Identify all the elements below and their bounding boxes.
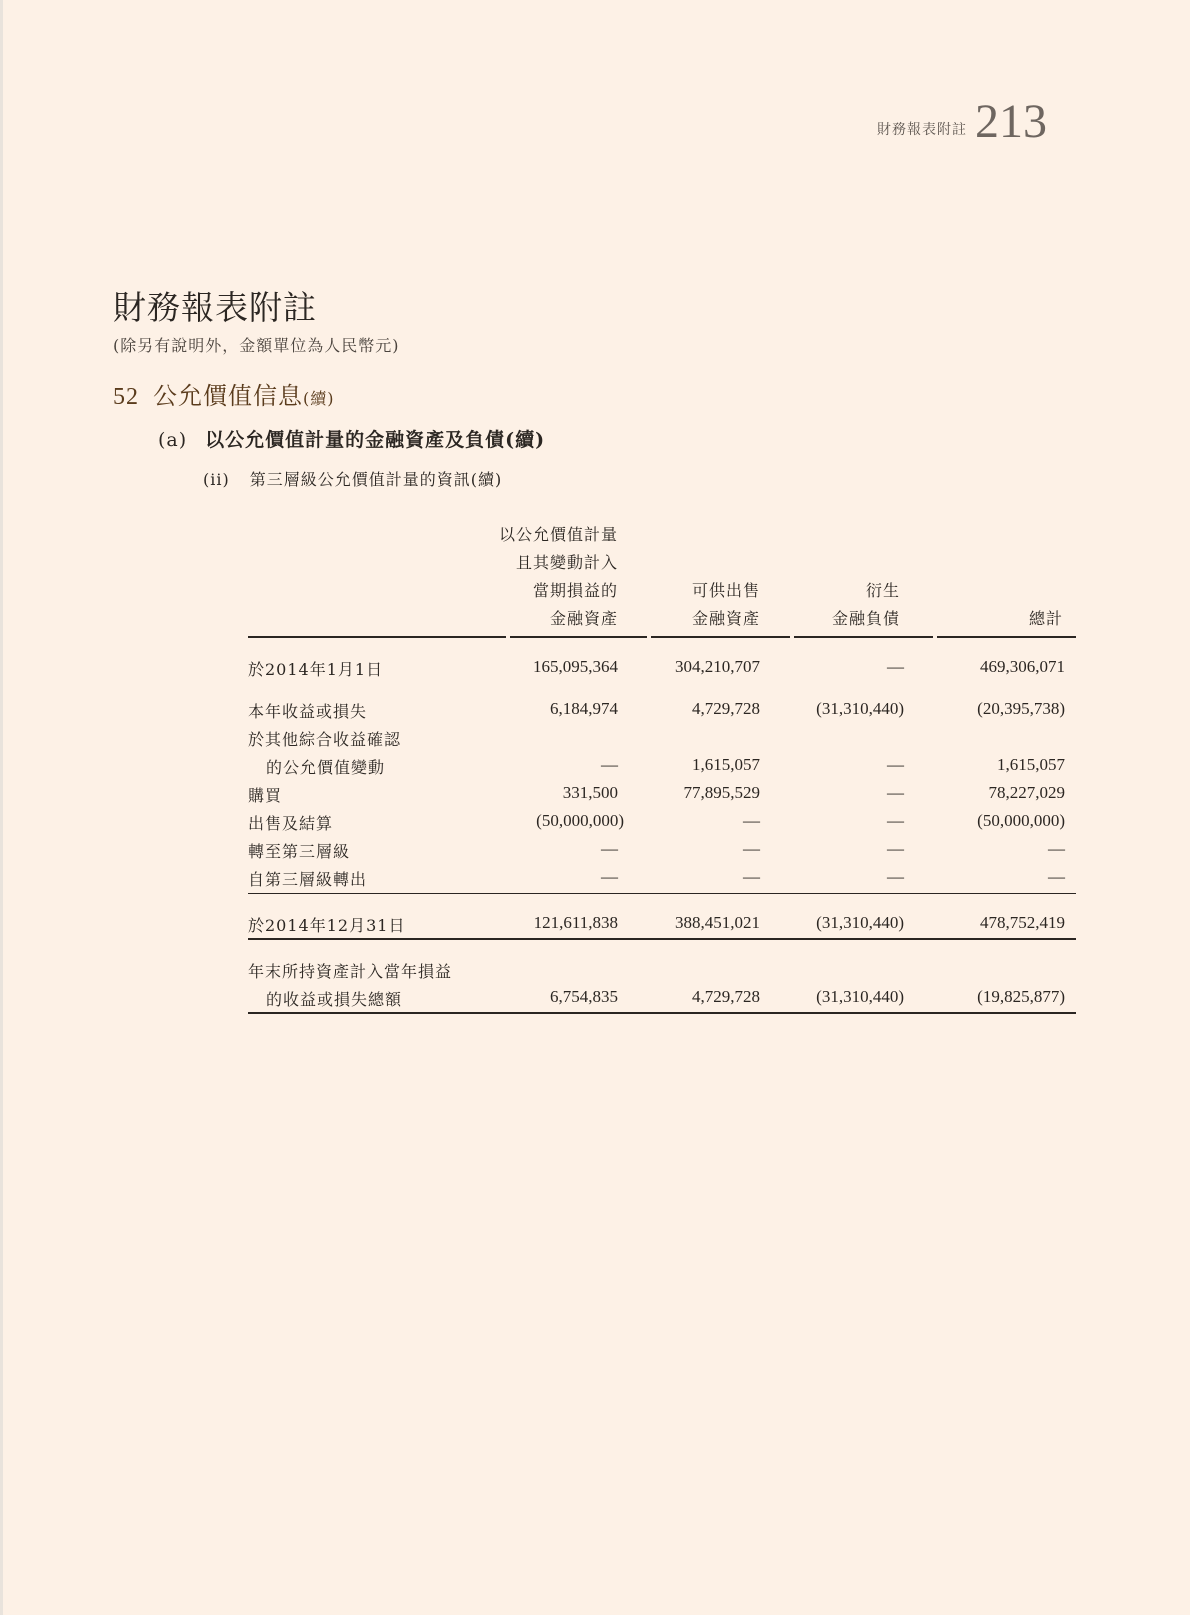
row-label: 於2014年1月1日 xyxy=(248,660,384,679)
header-rule-col2 xyxy=(651,636,790,638)
page-edge xyxy=(0,0,3,1615)
section-heading xyxy=(113,376,335,411)
row-value: 77,895,529 xyxy=(683,783,760,802)
row-value: — xyxy=(601,755,618,774)
row-value: — xyxy=(601,839,618,858)
section-number: 52 xyxy=(113,384,139,410)
row-label: 購買 xyxy=(248,786,283,805)
row-value: 121,611,838 xyxy=(533,913,618,932)
bottom-rule xyxy=(248,1012,1076,1014)
row-label: 於2014年12月31日 xyxy=(248,916,406,935)
header-rule-col4 xyxy=(937,636,1076,638)
page-subtitle: (除另有說明外，金額單位為人民幣元) xyxy=(113,336,400,355)
row-value: — xyxy=(887,867,904,886)
row-value: 1,615,057 xyxy=(997,755,1065,774)
row-label: 轉至第三層級 xyxy=(248,842,351,861)
row-value: (50,000,000) xyxy=(977,811,1065,830)
running-head xyxy=(877,96,1047,148)
row-value: — xyxy=(887,657,904,676)
row-label: 的公允價值變動 xyxy=(266,758,386,777)
row-value: (31,310,440) xyxy=(816,987,904,1006)
row-value: — xyxy=(887,811,904,830)
row-value: 304,210,707 xyxy=(675,657,760,676)
page-number: 213 xyxy=(975,95,1047,148)
header-col4-line: 總計 xyxy=(1028,609,1063,628)
row-value: 165,095,364 xyxy=(533,657,618,676)
row-label: 於其他綜合收益確認 xyxy=(248,730,402,749)
header-col2 xyxy=(692,577,760,633)
row-value: 478,752,419 xyxy=(980,913,1065,932)
section-title: 公允價值信息 xyxy=(153,382,303,410)
row-value: (31,310,440) xyxy=(816,913,904,932)
subsection-ii-title: 第三層級公允價值計量的資訊(續) xyxy=(249,470,503,489)
row-value: 4,729,728 xyxy=(692,987,760,1006)
header-col1 xyxy=(499,521,618,633)
subsection-a-label: (a) xyxy=(158,429,188,451)
row-value: 331,500 xyxy=(562,783,618,802)
header-col3 xyxy=(832,577,900,633)
row-label: 年末所持資產計入當年損益 xyxy=(248,962,453,981)
subsection-ii-label: (ii) xyxy=(203,470,230,489)
row-label: 本年收益或損失 xyxy=(248,702,368,721)
running-head-label: 財務報表附註 xyxy=(877,122,967,138)
row-value: — xyxy=(887,755,904,774)
row-value: — xyxy=(743,867,760,886)
row-value: 6,184,974 xyxy=(550,699,618,718)
row-value: (31,310,440) xyxy=(816,699,904,718)
header-col3-line: 金融負債 xyxy=(831,609,900,628)
row-value: 78,227,029 xyxy=(988,783,1065,802)
row-value: — xyxy=(601,867,618,886)
section-cont: (續) xyxy=(303,389,335,408)
row-value: 4,729,728 xyxy=(692,699,760,718)
header-col1-line: 金融資產 xyxy=(549,609,618,628)
row-value: — xyxy=(743,811,760,830)
row-label: 的收益或損失總額 xyxy=(266,990,403,1009)
subtotal-rule xyxy=(248,893,1076,894)
row-value: — xyxy=(887,839,904,858)
subsection-ii-heading xyxy=(203,467,502,490)
header-rule-label xyxy=(248,636,506,638)
row-value: (20,395,738) xyxy=(977,699,1065,718)
header-col2-line: 可供出售 xyxy=(691,581,760,600)
header-col4 xyxy=(1029,605,1063,633)
row-value: (19,825,877) xyxy=(977,987,1065,1006)
row-label: 出售及結算 xyxy=(248,814,334,833)
header-col2-line: 金融資產 xyxy=(691,609,760,628)
header-rule-col1 xyxy=(510,636,647,638)
header-col1-line: 以公允價值計量 xyxy=(498,525,618,544)
row-value: — xyxy=(887,783,904,802)
row-value: — xyxy=(1048,867,1065,886)
row-value: 388,451,021 xyxy=(675,913,760,932)
row-value: 1,615,057 xyxy=(692,755,760,774)
total-rule xyxy=(248,938,1076,940)
header-col1-line: 當期損益的 xyxy=(532,581,618,600)
row-value: — xyxy=(743,839,760,858)
subsection-a-title: 以公允價值計量的金融資產及負債(續) xyxy=(205,429,546,451)
subsection-a-heading xyxy=(158,425,545,452)
row-value: (50,000,000) xyxy=(536,811,624,830)
row-label: 自第三層級轉出 xyxy=(248,870,368,889)
header-col3-line: 衍生 xyxy=(865,581,900,600)
row-value: — xyxy=(1048,839,1065,858)
row-value: 469,306,071 xyxy=(980,657,1065,676)
page-title: 財務報表附註 xyxy=(113,288,317,327)
row-value: 6,754,835 xyxy=(550,987,618,1006)
header-rule-col3 xyxy=(794,636,933,638)
header-col1-line: 且其變動計入 xyxy=(515,553,618,572)
